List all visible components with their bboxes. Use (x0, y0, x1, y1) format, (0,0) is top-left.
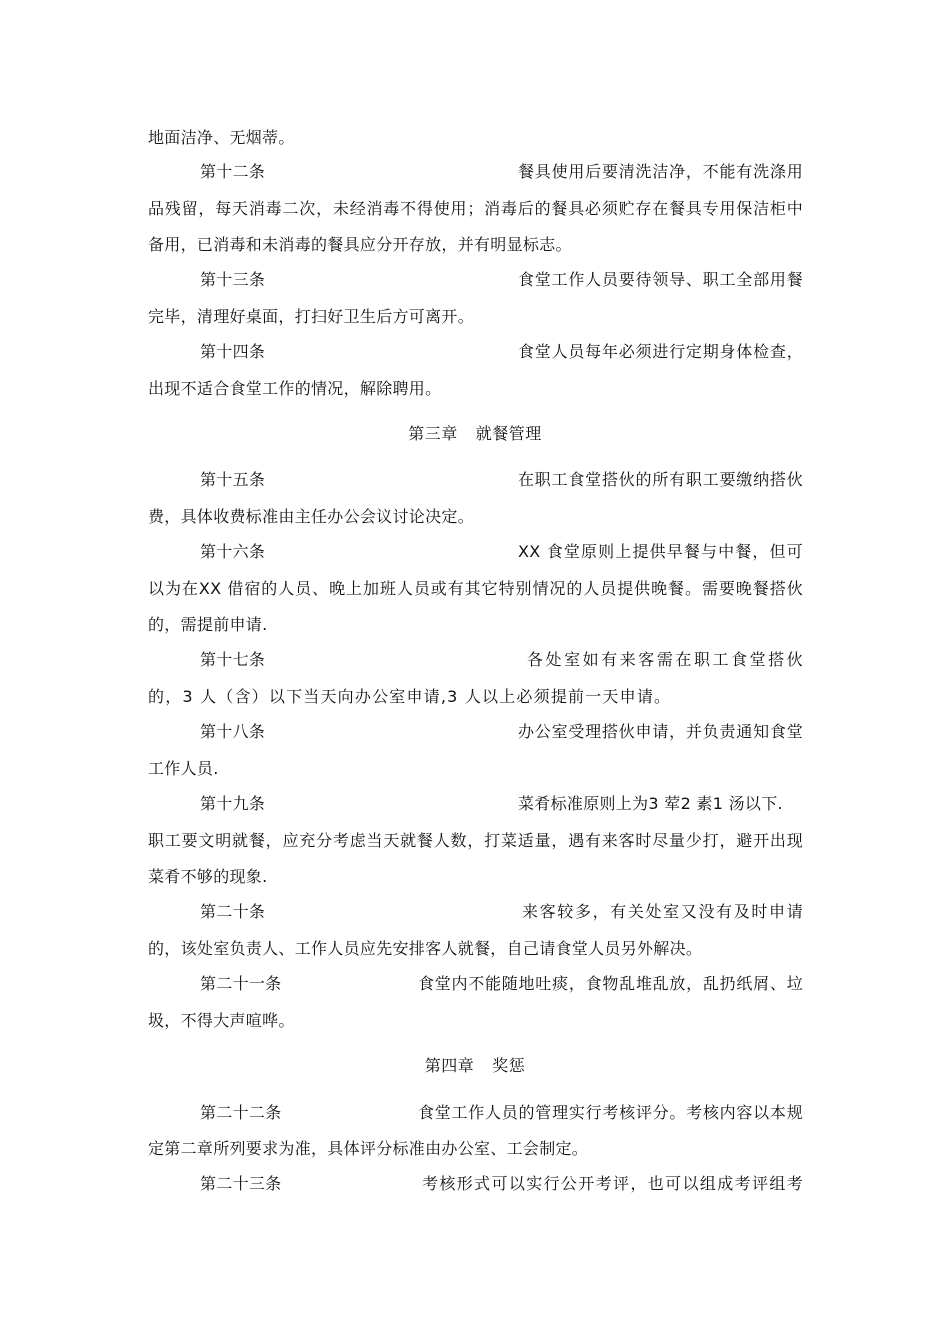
article-12-number: 第十二条 (200, 162, 266, 181)
paragraph-line: 职工要文明就餐，应充分考虑当天就餐人数，打菜适量，遇有来客时尽量少打，避开出现 (148, 831, 803, 850)
article-20-text: 来客较多，有关处室又没有及时申请 (522, 902, 803, 921)
article-18-text: 办公室受理搭伙申请，并负责通知食堂 (518, 722, 803, 741)
article-17-text: 各处室如有来客需在职工食堂搭伙 (527, 650, 803, 669)
chapter-3-number: 第三章 (408, 424, 458, 443)
article-22-number: 第二十二条 (200, 1103, 282, 1122)
article-13-number: 第十三条 (200, 270, 266, 289)
paragraph-line: 地面洁净、无烟蒂。 (148, 128, 295, 147)
article-19-text: 菜肴标准原则上为3 荤2 素1 汤以下. (518, 794, 783, 813)
chapter-4-title: 奖惩 (492, 1056, 526, 1075)
article-23-number: 第二十三条 (200, 1174, 282, 1193)
article-17-number: 第十七条 (200, 650, 266, 669)
paragraph-line: 品残留，每天消毒二次，未经消毒不得使用；消毒后的餐具必须贮存在餐具专用保洁柜中 (148, 199, 803, 218)
paragraph-line: 的，该处室负责人、工作人员应先安排客人就餐，自己请食堂人员另外解决。 (148, 939, 703, 958)
paragraph-line: 费，具体收费标准由主任办公会议讨论决定。 (148, 507, 475, 526)
chapter-3-title: 就餐管理 (475, 424, 542, 443)
article-15-number: 第十五条 (200, 470, 266, 489)
article-21-text: 食堂内不能随地吐痰，食物乱堆乱放，乱扔纸屑、垃 (418, 974, 803, 993)
paragraph-line: 的，3 人（含）以下当天向办公室申请,3 人以上必须提前一天申请。 (148, 687, 672, 706)
article-18-number: 第十八条 (200, 722, 266, 741)
article-22-text: 食堂工作人员的管理实行考核评分。考核内容以本规 (418, 1103, 803, 1122)
article-19-number: 第十九条 (200, 794, 266, 813)
article-13-text: 食堂工作人员要待领导、职工全部用餐 (518, 270, 803, 289)
article-21-number: 第二十一条 (200, 974, 282, 993)
paragraph-line: 菜肴不够的现象. (148, 867, 268, 886)
chapter-3-heading (0, 422, 950, 446)
article-12-text: 餐具使用后要清洗洁净，不能有洗涤用 (518, 162, 803, 181)
paragraph-line: 完毕，清理好桌面，打扫好卫生后方可离开。 (148, 307, 475, 326)
article-16-text: XX 食堂原则上提供早餐与中餐，但可 (518, 542, 803, 561)
article-14-text: 食堂人员每年必须进行定期身体检查， (518, 342, 803, 361)
article-14-number: 第十四条 (200, 342, 266, 361)
article-23-text: 考核形式可以实行公开考评，也可以组成考评组考 (422, 1174, 803, 1193)
article-16-number: 第十六条 (200, 542, 266, 561)
article-20-number: 第二十条 (200, 902, 266, 921)
paragraph-line: 工作人员. (148, 759, 219, 778)
chapter-4-heading (0, 1054, 950, 1078)
paragraph-line: 出现不适合食堂工作的情况，解除聘用。 (148, 379, 442, 398)
paragraph-line: 备用，已消毒和未消毒的餐具应分开存放，并有明显标志。 (148, 235, 572, 254)
article-15-text: 在职工食堂搭伙的所有职工要缴纳搭伙 (518, 470, 803, 489)
paragraph-line: 圾，不得大声喧哗。 (148, 1011, 295, 1030)
paragraph-line: 以为在XX 借宿的人员、晚上加班人员或有其它特别情况的人员提供晚餐。需要晚餐搭伙 (148, 579, 803, 598)
paragraph-line: 的，需提前申请. (148, 615, 268, 634)
paragraph-line: 定第二章所列要求为准，具体评分标准由办公室、工会制定。 (148, 1139, 589, 1158)
chapter-4-number: 第四章 (424, 1056, 475, 1075)
